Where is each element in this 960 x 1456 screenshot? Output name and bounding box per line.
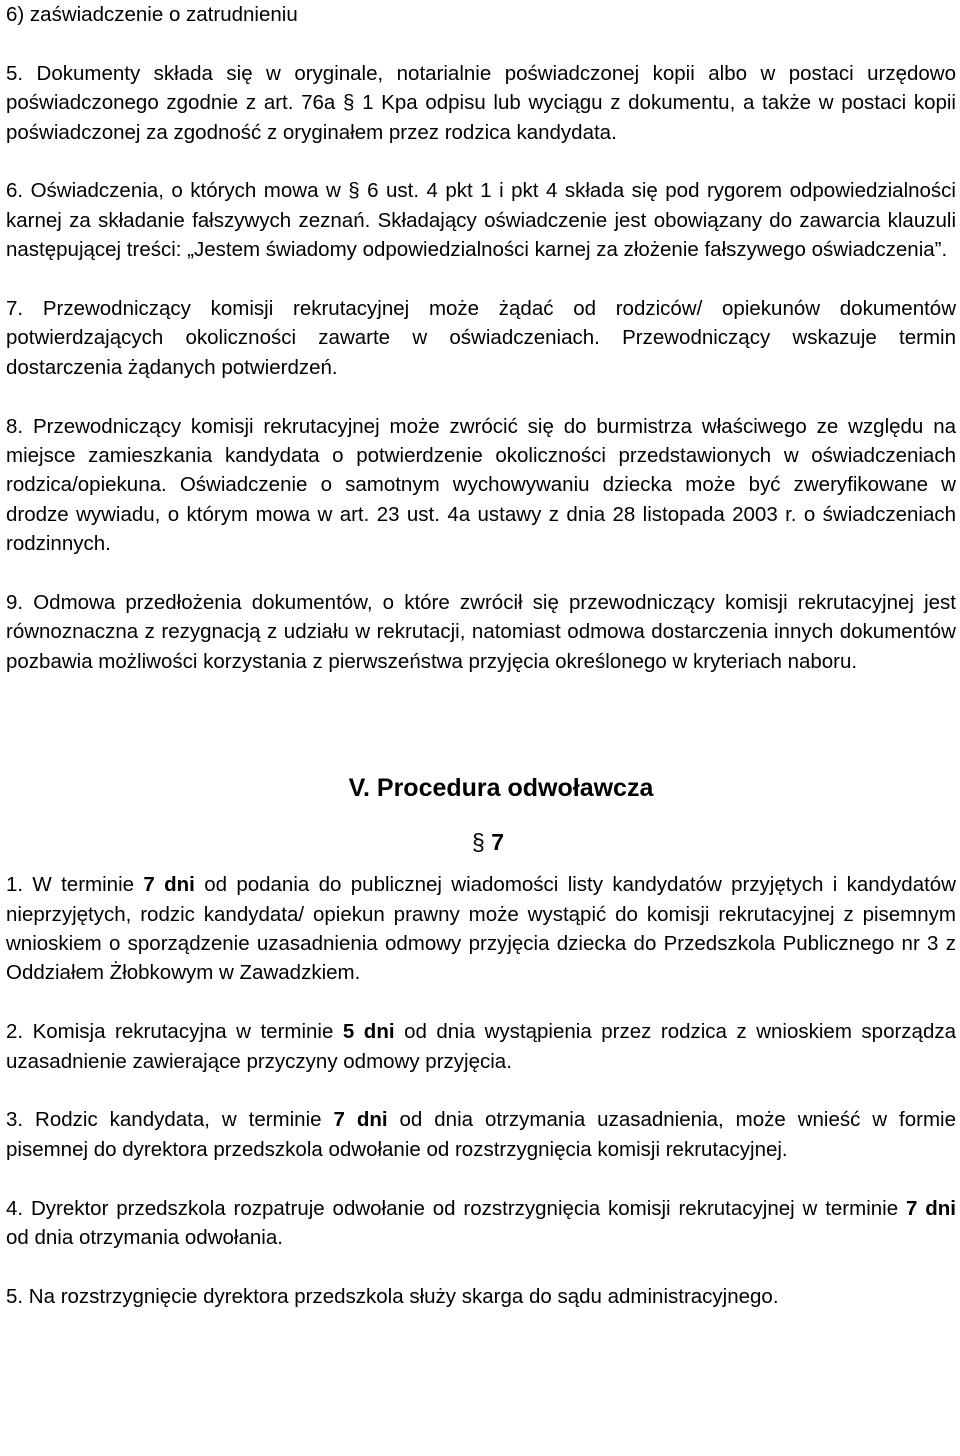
paragraph-5: 5. Dokumenty składa się w oryginale, notarialnie poświadczonej kopii albo w postaci urzędowo poświadczonego zgodnie z art. 76a § 1 Kpa odpisu lub wyciągu z dokumentu, a także w postaci kopii poświadczonej za zgodność z oryginałem przez rodzica kandydata.	[6, 61, 956, 144]
section-point-5: 5. Na rozstrzygnięcie dyrektora przedszkola służy skarga do sądu administracyjnego.	[6, 1284, 779, 1308]
section-point-4-deadline: 7 dni	[906, 1196, 957, 1220]
chapter-title: V. Procedura odwoławcza	[348, 774, 654, 803]
paragraph-6: 6. Oświadczenia, o których mowa w § 6 ust. 4 pkt 1 i pkt 4 składa się pod rygorem odpowiedzialności karnej za składanie fałszywych zeznań. Składający oświadczenie jest obowiązany do zawarcia klauzuli następującej treści: „Jestem świadomy odpowiedzialności karnej za złożenie fałszywego oświadczenia”.	[6, 179, 956, 262]
section-point-4-lead: 4. Dyrektor przedszkola rozpatruje odwołanie od rozstrzygnięcia komisji rekrutacyjnej w terminie	[6, 1196, 906, 1220]
section-heading	[6, 826, 956, 858]
section-point-1	[6, 870, 956, 988]
paragraph-8: 8. Przewodniczący komisji rekrutacyjnej może zwrócić się do burmistrza właściwego ze względu na miejsce zamieszkania kandydata o potwierdzenie okoliczności przedstawionych w oświadczeniach rodzica/opiekuna. Oświadczenie o samotnym wychowywaniu dziecka może być zweryfikowane w drodze wywiadu, o którym mowa w art. 23 ust. 4a ustawy z dnia 28 listopada 2003 r. o świadczeniach rodzinnych.	[6, 414, 956, 556]
section-number: 7	[491, 829, 504, 856]
section-point-2-deadline: 5 dni	[342, 1020, 395, 1044]
paragraph-7: 7. Przewodniczący komisji rekrutacyjnej może żądać od rodziców/ opiekunów dokumentów potwierdzających okoliczności zawarte w oświadczeniach. Przewodniczący wskazuje termin dostarczenia żądanych potwierdzeń.	[6, 297, 956, 379]
paragraph-9: 9. Odmowa przedłożenia dokumentów, o które zwrócił się przewodniczący komisji rekrutacyjnej jest równoznaczna z rezygnacją z udziału w rekrutacji, natomiast odmowa dostarczenia innych dokumentów pozbawia możliwości korzystania z pierwszeństwa przyjęcia określonego w kryteriach naboru.	[6, 591, 956, 673]
document-page	[6, 0, 956, 1311]
section-point-1-lead: 1. W terminie	[6, 873, 144, 897]
section-point-4	[6, 1194, 956, 1253]
section-point-3-lead: 3. Rodzic kandydata, w terminie	[6, 1108, 334, 1132]
section-point-3-deadline: 7 dni	[333, 1108, 388, 1132]
section-point-2	[6, 1017, 956, 1076]
section-point-1-text: od podania do publicznej wiadomości listy kandydatów przyjętych i kandydatów nieprzyjętych, rodzic kandydata/ opiekun prawny może wystąpić do komisji rekrutacyjnej z pisemnym wnioskiem o sporządzenie uzasadnienia odmowy przyjęcia dziecka do Przedszkola Publicznego nr 3 z Oddziałem Żłobkowym w Zawadzkiem.	[6, 873, 956, 985]
section-point-3	[6, 1105, 956, 1164]
section-point-3-text: od dnia otrzymania uzasadnienia, może wnieść w formie pisemnej do dyrektora przedszkola odwołanie od rozstrzygnięcia komisji rekrutacyjnej.	[6, 1108, 956, 1161]
section-point-2-lead: 2. Komisja rekrutacyjna w terminie	[6, 1020, 343, 1044]
section-point-1-deadline: 7 dni	[143, 873, 195, 897]
section-point-2-text: od dnia wystąpienia przez rodzica z wnioskiem sporządza uzasadnienie zawierające przyczyny odmowy przyjęcia.	[6, 1020, 956, 1073]
section-point-4-text: od dnia otrzymania odwołania.	[6, 1226, 283, 1250]
list-item-employment-certificate: 6) zaświadczenie o zatrudnieniu	[6, 3, 298, 26]
section-sign: §	[472, 829, 485, 856]
